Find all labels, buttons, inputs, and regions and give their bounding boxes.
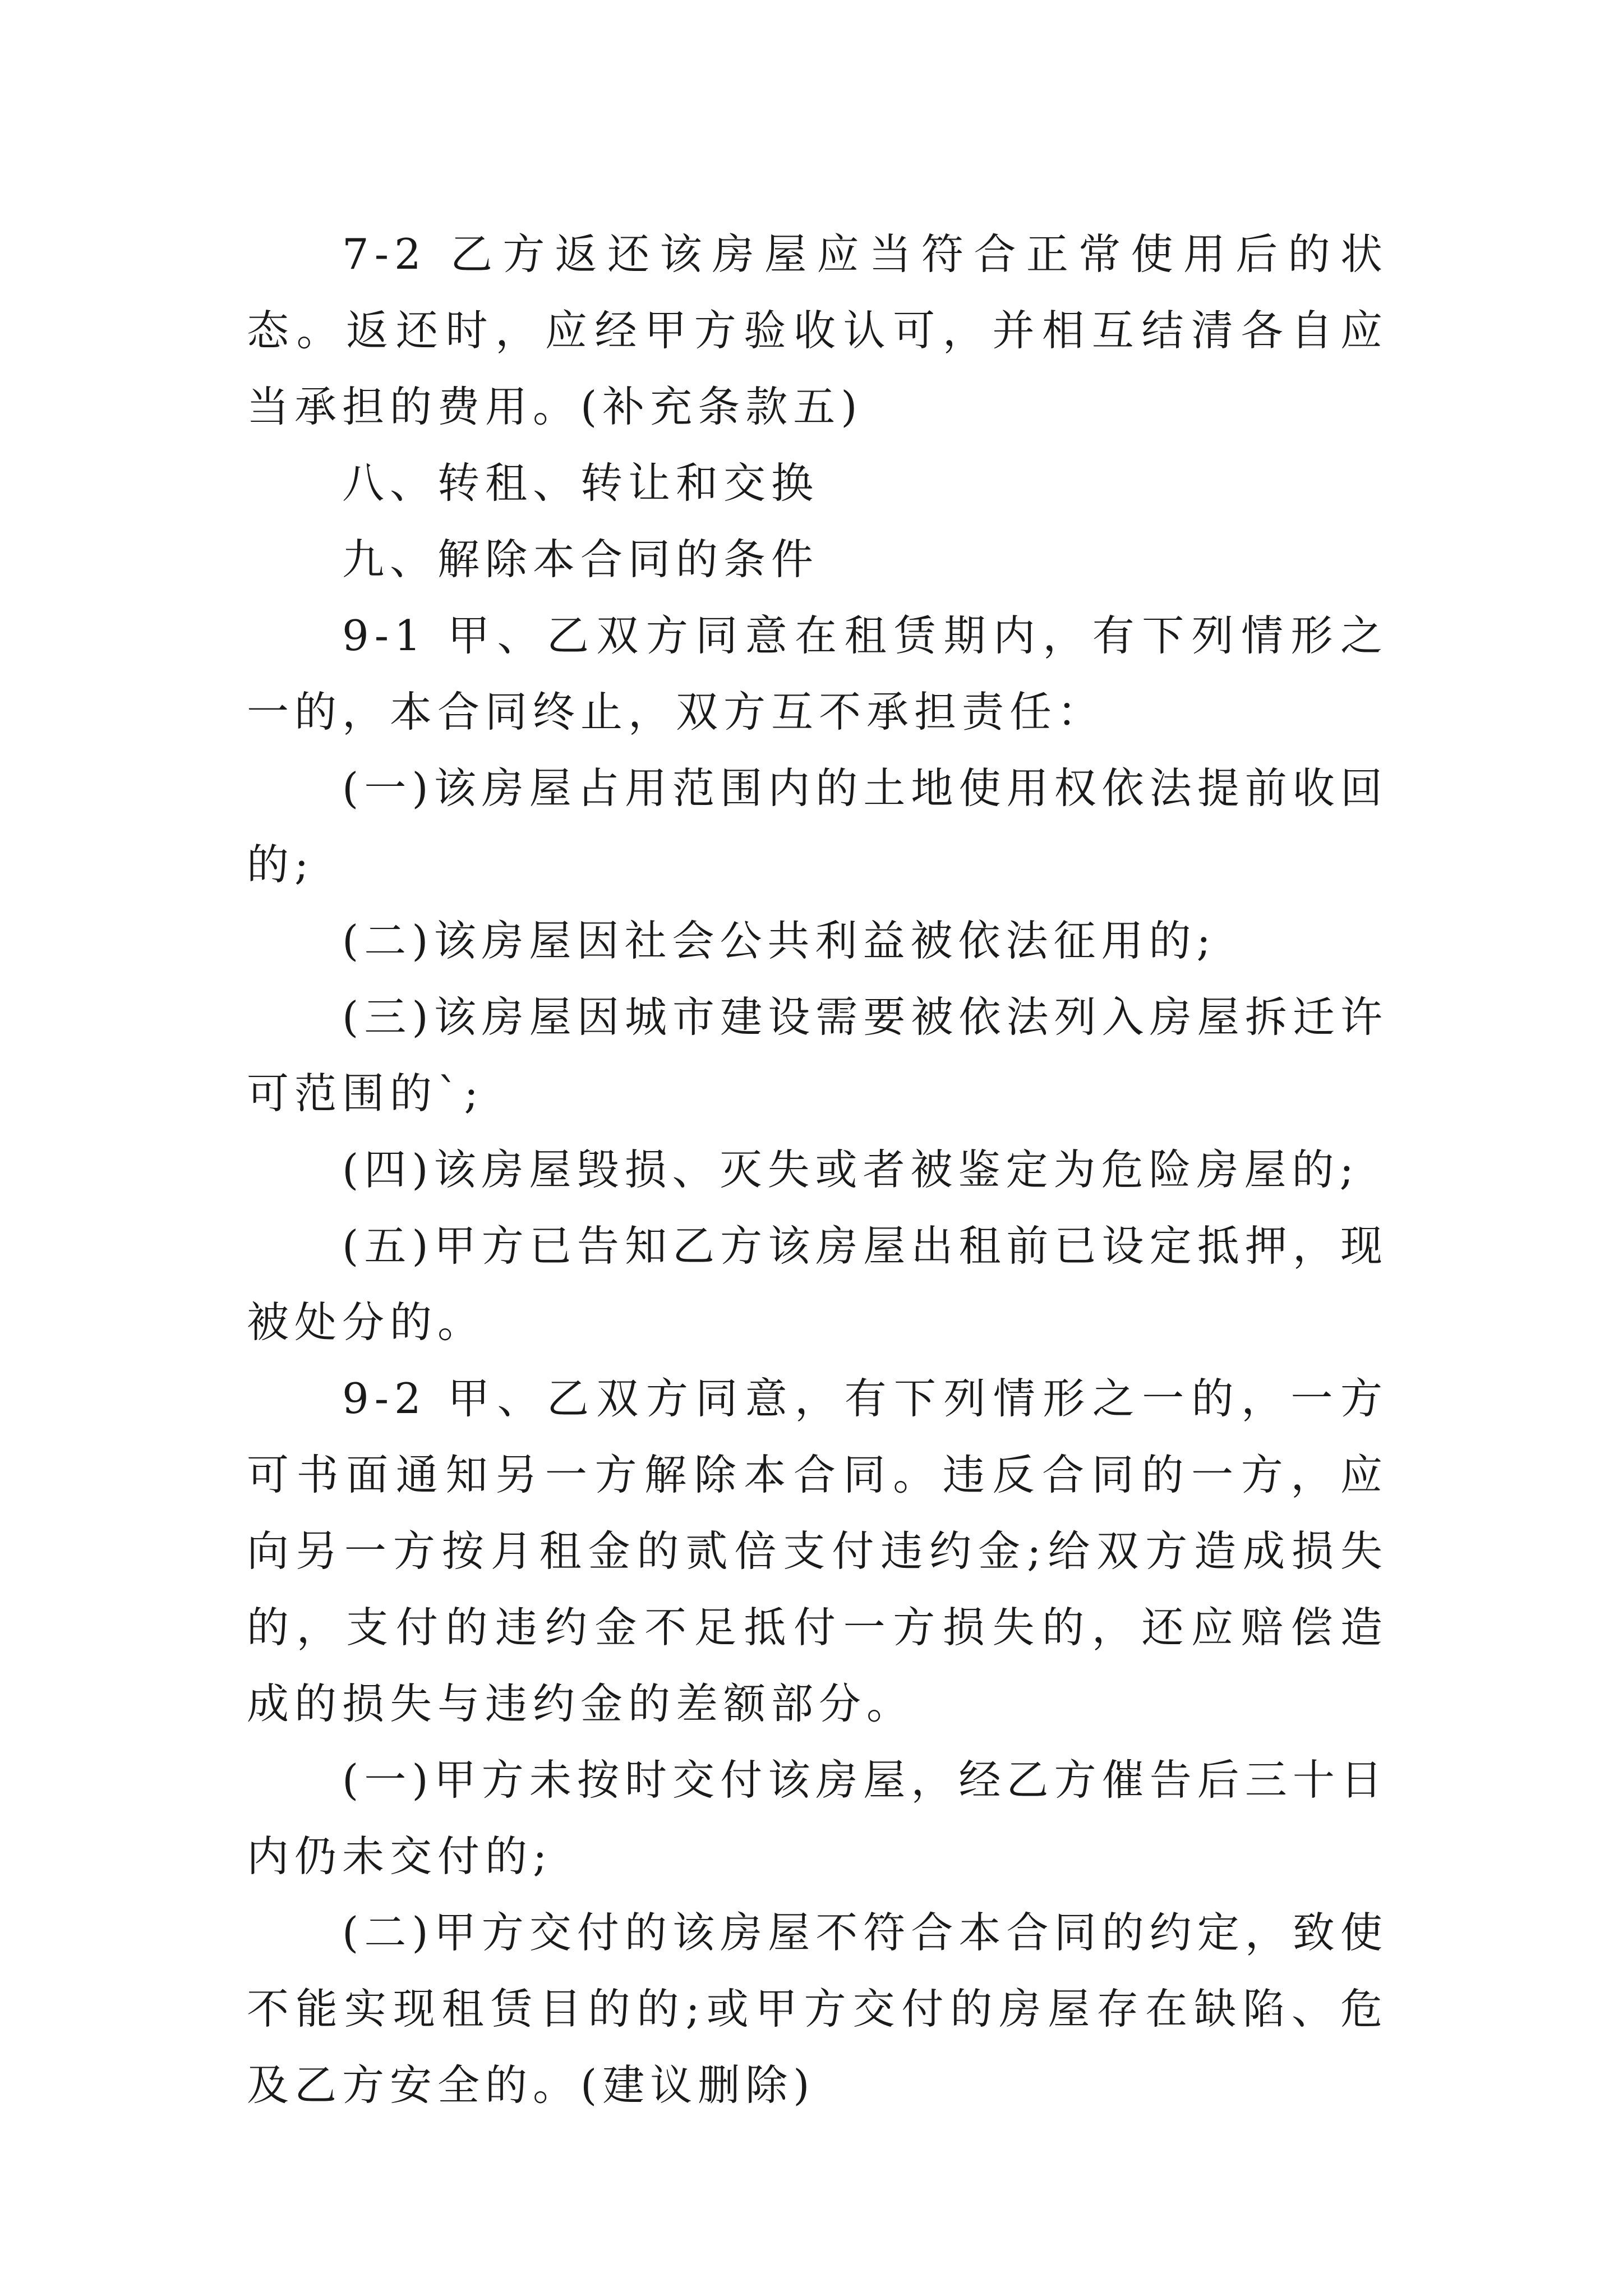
clause-9-2-item-2: (二)甲方交付的该房屋不符合本合同的约定，致使不能实现租赁目的的;或甲方交付的房屋存在缺陷、危及乙方安全的。(建议删除): [247, 1908, 1388, 2110]
paragraph-9-2-rescission: 9-2 甲、乙双方同意，有下列情形之一的，一方可书面通知另一方解除本合同。违反合同的一方，应向另一方按月租金的贰倍支付违约金;给双方造成损失的，支付的违约金不足抵付一方损失的，还应赔偿造成的损失与违约金的差额部分。: [247, 1374, 1388, 1728]
heading-sublet-transfer-exchange: 八、转租、转让和交换: [342, 458, 819, 508]
clause-9-1-item-1: (一)该房屋占用范围内的土地使用权依法提前收回的;: [247, 763, 1388, 889]
paragraph-9-1-termination: 9-1 甲、乙双方同意在租赁期内，有下列情形之一的，本合同终止，双方互不承担责任：: [247, 611, 1388, 737]
heading-termination-conditions: 九、解除本合同的条件: [342, 535, 819, 584]
document-body: [247, 216, 1388, 2123]
clause-9-1-item-5: (五)甲方已告知乙方该房屋出租前已设定抵押，现被处分的。: [247, 1221, 1388, 1347]
clause-9-1-item-2: (二)该房屋因社会公共利益被依法征用的;: [342, 916, 1216, 965]
clause-9-2-item-1: (一)甲方未按时交付该房屋，经乙方催告后三十日内仍未交付的;: [247, 1755, 1388, 1881]
clause-9-1-item-3: (三)该房屋因城市建设需要被依法列入房屋拆迁许可范围的`;: [247, 992, 1388, 1118]
clause-9-1-item-4: (四)该房屋毁损、灭失或者被鉴定为危险房屋的;: [342, 1145, 1359, 1194]
paragraph-7-2-return-house: 7-2 乙方返还该房屋应当符合正常使用后的状态。返还时，应经甲方验收认可，并相互结清各自应当承担的费用。(补充条款五): [247, 229, 1388, 431]
